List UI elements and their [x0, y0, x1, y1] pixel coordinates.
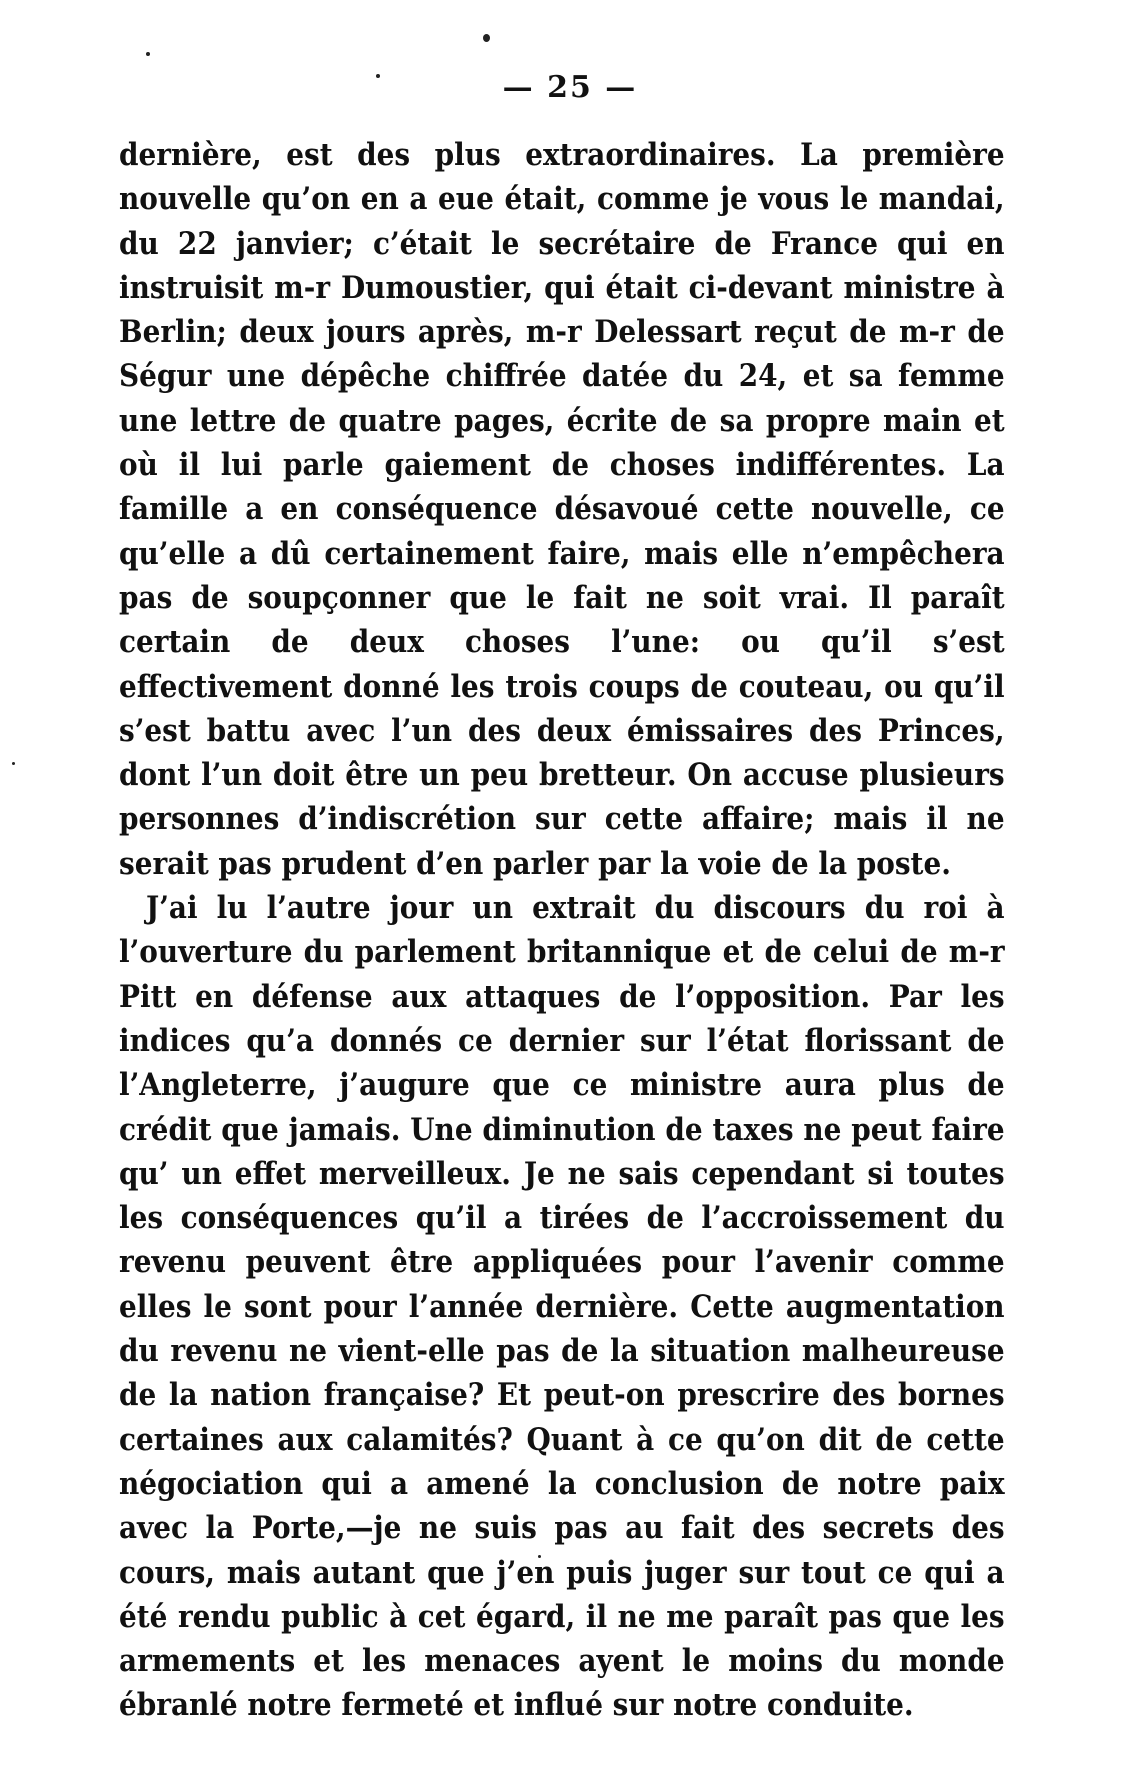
paragraph-2: J’ai lu l’autre jour un extrait du discours du roi à l’ouverture du parlement britannique et de celui de m-r Pitt en défense aux attaques de l’opposition. Par les indices qu’a donnés ce dernier sur l’état florissant de l’Angleterre, j’augure que ce ministre aura plus de crédit que jamais. Une diminution de taxes ne peut faire qu’ un effet merveilleux. Je ne sais cependant si toutes les conséquences qu’il a tirées de l’accroissement du revenu peuvent être appliquées pour l’avenir comme elles le sont pour l’année dernière. Cette augmentation du revenu ne vient-elle pas de la situation malheureuse de la nation française? Et peut-on prescrire des bornes certaines aux calamités? Quant à ce qu’on dit de cette négociation qui a amené la conclusion de notre paix avec la Porte,—je ne suis pas au fait des secrets des cours, mais autant que j’en puis juger sur tout ce qui a été rendu public à cet égard, il ne me paraît pas que les armements et les menaces ayent le moins du monde ébranlé notre fermeté et influé sur notre conduite. — [119, 890, 1005, 1724]
paragraph-1: dernière, est des plus extraordinaires. La première nouvelle qu’on en a eue était, comme je vous le mandai, du 22 janvier; c’était le secrétaire de France qui en instruisit m-r Dumoustier, qui était ci-devant ministre à Berlin; deux jours après, m-r Delessart reçut de m-r de Ségur une dépêche chiffrée datée du 24, et sa femme une lettre de quatre pages, écrite de sa propre main et où il lui parle gaiement de choses indifférentes. La famille a en conséquence désavoué cette nouvelle, ce qu’elle a dû certainement faire, mais elle n’empêchera pas de soupçonner que le fait ne soit vrai. Il paraît certain de deux choses l’une: ou qu’il s’est effectivement donné les trois coups de couteau, ou qu’il s’est battu avec l’un des deux émissaires des Princes, dont l’un doit être un peu bretteur. On accuse plusieurs personnes d’indiscrétion sur cette affaire; mais il ne serait pas prudent d’en parler par la voie de la poste. — [119, 137, 1005, 882]
body-text — [119, 133, 1005, 1728]
page-number: — 25 — — [502, 70, 638, 105]
scan-speck — [12, 762, 15, 765]
scan-speck — [483, 34, 490, 42]
scan-speck — [146, 52, 150, 56]
